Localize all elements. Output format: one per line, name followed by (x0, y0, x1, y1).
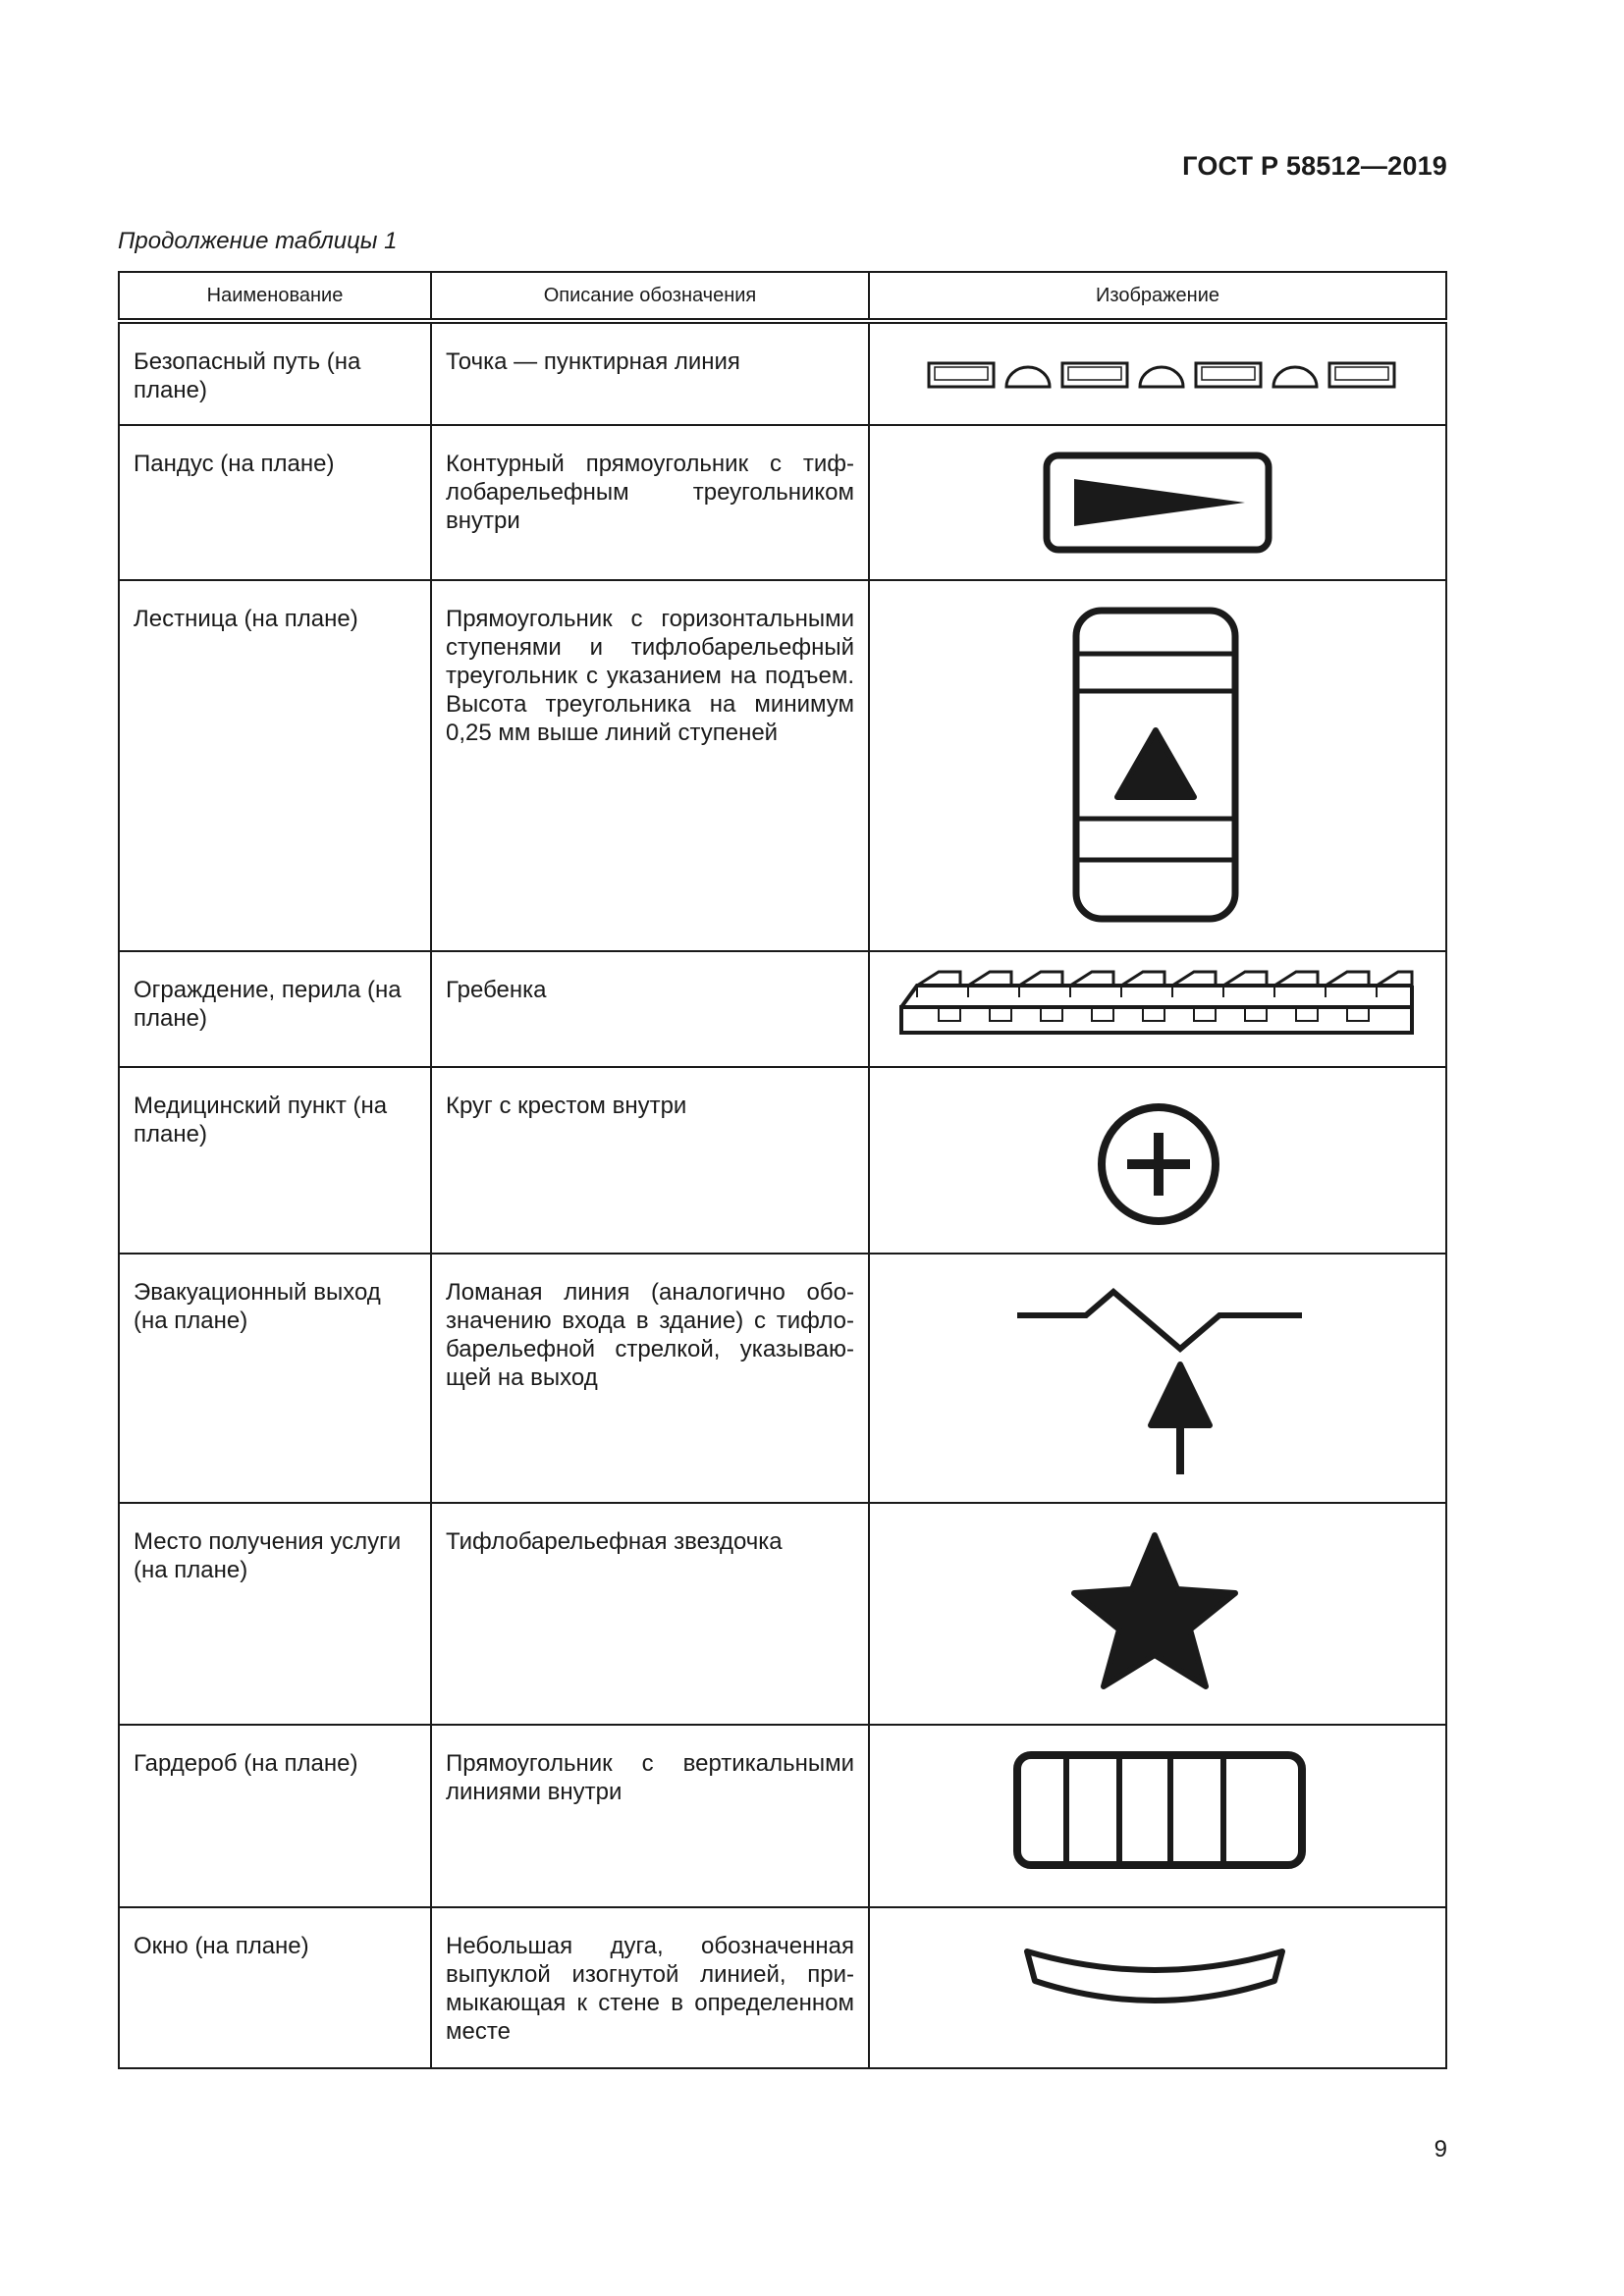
table-row (119, 425, 1446, 580)
row-name: Пандус (на плане) (119, 425, 431, 580)
star-symbol (870, 1504, 1447, 1726)
ramp-symbol (870, 426, 1447, 581)
row-description: Прямоугольник с горизонтальными ступенями и тифлобарельефный треугольник с указанием на подъем. Высота треугольника на минимум 0,25 мм выше линий ступеней (431, 580, 869, 951)
table-header-row (119, 272, 1446, 321)
row-description: Контурный прямоугольник с тифлобарельефным треугольником внутри (431, 425, 869, 580)
table-row (119, 321, 1446, 425)
row-image-cell (869, 1503, 1446, 1725)
column-header-description: Описание обозначения (431, 272, 869, 321)
document-code: ГОСТ Р 58512—2019 (1182, 151, 1447, 181)
row-description: Тифлобарельефная звездочка (431, 1503, 869, 1725)
row-name: Медицинский пункт (на плане) (119, 1067, 431, 1254)
row-name: Ограждение, перила (на плане) (119, 951, 431, 1067)
row-description: Небольшая дуга, обозначенная выпуклой изогнутой линией, примыкающая к стене в определенном месте (431, 1907, 869, 2068)
row-description: Круг с крестом внутри (431, 1067, 869, 1254)
table-row (119, 1907, 1446, 2068)
row-name: Безопасный путь (на плане) (119, 321, 431, 425)
row-name: Лестница (на плане) (119, 580, 431, 951)
row-description: Точка — пунктирная линия (431, 321, 869, 425)
window-arc-symbol (870, 1908, 1447, 2069)
row-image-cell (869, 951, 1446, 1067)
column-header-name: Наименование (119, 272, 431, 321)
table-row (119, 1067, 1446, 1254)
railing-comb-symbol (870, 952, 1447, 1068)
row-image-cell (869, 1067, 1446, 1254)
row-image-cell (869, 1725, 1446, 1907)
row-name: Гардероб (на плане) (119, 1725, 431, 1907)
page-number: 9 (1434, 2136, 1447, 2163)
evacuation-exit-symbol (870, 1255, 1447, 1504)
table-row (119, 1503, 1446, 1725)
row-description: Гребенка (431, 951, 869, 1067)
row-image-cell (869, 425, 1446, 580)
row-image-cell (869, 321, 1446, 425)
wardrobe-symbol (870, 1726, 1447, 1908)
row-description: Ломаная линия (аналогично обозначению входа в здание) с тифлобарельефной стрелкой, указывающей на выход (431, 1254, 869, 1503)
row-name: Эвакуационный выход (на плане) (119, 1254, 431, 1503)
row-name: Место получения услуги (на плане) (119, 1503, 431, 1725)
table-row (119, 951, 1446, 1067)
table-caption: Продолжение таблицы 1 (118, 228, 398, 254)
medical-cross-symbol (870, 1068, 1447, 1255)
row-image-cell (869, 1254, 1446, 1503)
dotted-path-symbol (870, 324, 1447, 428)
table-row (119, 1725, 1446, 1907)
row-name: Окно (на плане) (119, 1907, 431, 2068)
row-image-cell (869, 580, 1446, 951)
column-header-image: Изображение (869, 272, 1446, 321)
row-image-cell (869, 1907, 1446, 2068)
row-description: Прямоугольник с вертикальными линиями внутри (431, 1725, 869, 1907)
symbols-table (118, 271, 1447, 2069)
table-row (119, 1254, 1446, 1503)
stairs-symbol (870, 581, 1447, 952)
table-row (119, 580, 1446, 951)
